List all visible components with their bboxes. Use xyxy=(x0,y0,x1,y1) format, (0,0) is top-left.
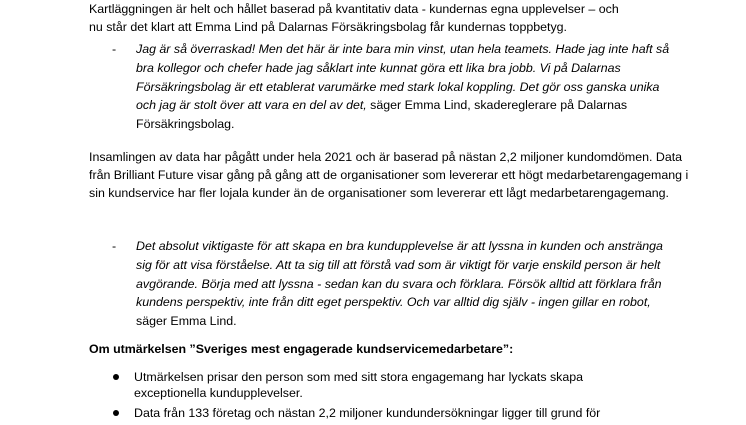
quote-body: Jag är så överraskad! Men det här är inte bara min vinst, utan hela teamets. Hade jag inte haft så bra kollegor och chefer hade jag såklart inte kunnat göra ett lika bra jobb. Vi på Dalarnas Försäkringsbolag är ett etablerat varumärke med stark lokal koppling. Det gör oss ganska unika och jag är stolt över att vara en del av det, xyxy=(136,42,670,113)
about-heading: Om utmärkelsen ”Sveriges mest engagerade kundservicemedarbetare”: xyxy=(89,342,514,356)
quote-dash: - xyxy=(112,42,117,56)
quote-attribution: säger Emma Lind. xyxy=(136,314,237,329)
intro-line-2: nu står det klart att Emma Lind på Dalarnas Försäkringsbolag får kundernas toppbetyg. xyxy=(89,20,567,35)
quote-text xyxy=(136,237,672,331)
list-item xyxy=(112,369,652,401)
quote-emma-listening xyxy=(112,237,672,331)
intro-paragraph xyxy=(89,0,689,36)
bullet-text: Data från 133 företag och nästan 2,2 miljoner kundundersökningar ligger till grund för xyxy=(134,406,601,420)
quote-attribution: säger Emma Lind, skadereglerare på Dalarnas Försäkringsbolag. xyxy=(136,98,628,132)
intro-line-1: Kartläggningen är helt och hållet baserad på kvantitativ data - kundernas egna upplevelser – och xyxy=(89,2,619,16)
quote-body: Det absolut viktigaste för att skapa en bra kundupplevelse är att lyssna in kunden och anstränga sig för att visa förståelse. Att ta sig till att förstå vad som är viktigt för varje enskild person är helt avgörande. Börja med att lyssna - sedan kan du svara och förklara. Försök alltid att förklara från kundens perspektiv, inte från ditt eget perspektiv. Och var alltid dig själv - ingen gillar en robot, xyxy=(136,239,663,310)
bullet-dot-icon xyxy=(113,374,119,380)
quote-dash: - xyxy=(112,239,117,253)
bullet-text: Utmärkelsen prisar den person som med sitt stora engagemang har lyckats skapa exceptionella kundupplevelser. xyxy=(134,370,584,400)
quote-emma-teamwork xyxy=(112,40,672,134)
about-bullet-list xyxy=(112,369,652,425)
data-collection-paragraph: Insamlingen av data har pågått under hela 2021 och är baserad på nästan 2,2 miljoner kundomdömen. Data från Brilliant Future visar gång på gång att de organisationer som levererar ett högt medarbetarengagemang i sin kundservice har fler lojala kunder än de organisationer som levererar ett lågt medarbetarengagemang. xyxy=(89,150,689,201)
bullet-dot-icon xyxy=(113,410,119,416)
quote-text xyxy=(136,40,672,134)
